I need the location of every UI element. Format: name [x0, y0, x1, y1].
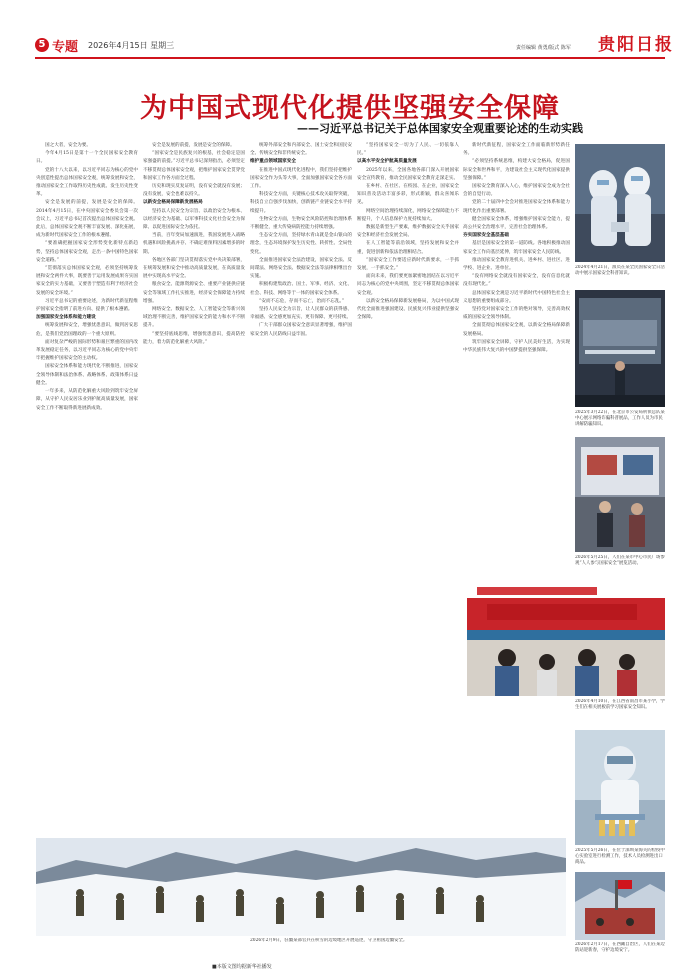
- section-label: 专题: [52, 40, 79, 55]
- article-paragraph: 基层是国家安全的第一道防线。各地积极推动国家安全工作向基层延伸，筑牢国家安全人民防线。: [463, 241, 570, 255]
- article-paragraph: 国之大者，安全为要。: [45, 143, 91, 148]
- photo-caption: 2026年4月10日，在江西省南昌市某小学，学生们在相关展板前学习国家安全知识。: [575, 699, 665, 710]
- article-paragraph: 一年多来，从防范化解重大风险到筑牢安全屏障，从守护人民安居乐业到护航高质量发展，国家安全工作不断取得新进展新成效。: [36, 389, 138, 411]
- article-paragraph: 坚持人民安全为宗旨，让人民群众的获得感、幸福感、安全感更加充实、更有保障、更可持续。: [250, 307, 352, 321]
- article-paragraph: 数据是新型生产要素，维护数据安全关乎国家安全和经济社会发展全局。: [357, 225, 459, 239]
- article-paragraph: “坚持国家安全一切为了人民、一切依靠人民。”: [357, 143, 459, 157]
- article-paragraph: 加强国家安全体系和能力建设: [36, 315, 96, 321]
- article-paragraph: “要坚持底线思维，增强忧患意识，提高防控能力，着力防范化解重大风险。”: [143, 331, 245, 345]
- article-paragraph: “国家安全工作要适应新时代新要求，一手抓发展，一手抓安全。”: [357, 257, 459, 272]
- article-paragraph: 面对复杂严峻的国际形势和艰巨繁重的国内改革发展稳定任务，以习近平同志为核心的党中央牢牢把握维护国家安全的主动权。: [36, 339, 138, 362]
- article-paragraph: “国家安全是民族复兴的根基，社会稳定是国家强盛的前提。”习近平总书记深刻指出，必须坚定不移贯彻总体国家安全观，把维护国家安全贯穿党和国家工作各方面全过程。: [143, 151, 245, 181]
- article-paragraph: 以高水平安全护航高质量发展: [357, 159, 417, 165]
- article-paragraph: 全面推进国家安全法治建设，国家安全法、反间谍法、网络安全法、数据安全法等法律相继出台实施。: [250, 257, 352, 280]
- article-paragraph: “要准确把握国家安全形势变化新特点新趋势，坚持总体国家安全观，走出一条中国特色国家安全道路。”: [36, 241, 138, 263]
- photo-snow-patrol: [36, 838, 566, 936]
- issue-date: 2026年4月15日 星期三: [88, 41, 175, 50]
- article-paragraph: 各地区各部门坚决贯彻落实党中央决策部署，在统筹发展和安全中推动高质量发展，在高质量发展中实现高水平安全。: [143, 257, 245, 280]
- article-paragraph: 生态安全方面，坚持绿水青山就是金山银山的理念，生态环境保护发生历史性、转折性、全局性变化。: [250, 233, 352, 255]
- article-paragraph: 习近平总书记的重要论述，为新时代新征程维护国家安全指明了前进方向、提供了根本遵循。: [36, 298, 138, 313]
- article-paragraph: 粮食安全、能源资源安全、重要产业链供应链安全等领域工作扎实推进，经济安全保障能力持续增强。: [143, 282, 245, 304]
- article-paragraph: 以新安全格局保障新发展格局: [143, 200, 203, 206]
- photo-lab-test: [575, 730, 665, 845]
- article-column-1: [36, 142, 138, 832]
- photo-caption: 2025年5月26日，在位于深圳某海关的检疫中心实验室进行检测工作，技术人员检测进出口商品。: [575, 848, 665, 865]
- article-paragraph: 生物安全方面，生物安全风险防控和治理体系不断健全，重大传染病防控能力持续增强。: [250, 216, 352, 231]
- article-paragraph: 在乡村、在社区、在校园、在企业，国家安全知识普及活动丰富多彩，形式新颖，群众喜闻乐见。: [357, 184, 459, 206]
- article-paragraph: 总体国家安全观是习近平新时代中国特色社会主义思想的重要组成部分。: [463, 290, 570, 304]
- page-footer-note: ■本版文图均据新华社播发: [212, 964, 272, 970]
- article-paragraph: 新时代新征程，国家安全工作面临新形势新任务。: [463, 143, 570, 157]
- article-paragraph: 健全国家安全体系，增强维护国家安全能力，提高公共安全治理水平，完善社会治理体系。: [463, 216, 570, 231]
- article-paragraph: 2025年以来，全国各地各部门深入开展国家安全宣传教育，推动全民国家安全教育走深走实。: [357, 167, 459, 181]
- article-paragraph: 广大干部群众国家安全意识显著增强，维护国家安全的人民防线日益牢固。: [250, 323, 352, 337]
- article-paragraph: 网络安全、数据安全、人工智能安全等新兴领域治理不断完善，维护国家安全的能力和水平不断提升。: [143, 307, 245, 329]
- article-paragraph: “没有网络安全就没有国家安全，没有信息化就没有现代化。”: [463, 274, 570, 288]
- photo-antifraud-center: [575, 290, 665, 407]
- page-number-badge: 5: [35, 38, 49, 52]
- photo-caption: 2026年2月9日，驻疆某部官兵在积雪的边境地区开展巡逻，守卫祖国边疆安全。: [250, 938, 408, 943]
- article-paragraph: 当前，百年变局加速演进，我国发展进入战略机遇和风险挑战并存、不确定难预料因素增多的时期。: [143, 233, 245, 255]
- article-paragraph: 积极构建集政治、国土、军事、经济、文化、社会、科技、网络等于一体的国家安全体系。: [250, 282, 352, 296]
- photo-caption: 2026年5月25日，人们在某市中心市民广场参观“人人参与国家安全”展览活动。: [575, 555, 665, 566]
- photo-border-outpost: [575, 872, 665, 940]
- article-paragraph: 统筹发展和安全，增强忧患意识，做到居安思危，是我们党治国理政的一个重大原则。: [36, 323, 138, 337]
- article-paragraph: 安全是发展的前提，发展是安全的保障。2014年4月15日，在中央国家安全委员会第一次会议上，习近平总书记首次提出总体国家安全观。此后，总体国家安全观不断丰富发展、深化拓展，成为新时代国家安全工作的根本遵循。: [36, 200, 138, 239]
- page-header: [0, 0, 700, 56]
- photo-caption: 2024年4月21日，演员在某全民国家安全日活动中展示国家安全科普知识。: [575, 265, 665, 276]
- headline: 为中国式现代化提供坚强安全保障: [140, 93, 560, 124]
- article-paragraph: 筑牢国家安全屏障，守护人民美好生活，为实现中华民族伟大复兴的中国梦提供坚强保障。: [463, 339, 570, 354]
- article-paragraph: 以新安全格局保障新发展格局，为以中国式现代化全面推进强国建设、民族复兴伟业提供坚强安全保障。: [357, 298, 459, 321]
- article-paragraph: 推动国家安全教育进机关、进乡村、进社区、进学校、进企业、进单位。: [463, 257, 570, 272]
- article-paragraph: 在推进中国式现代化进程中，我们坚持把维护国家安全作为头等大事，全面加强国家安全各方面工作。: [250, 167, 352, 190]
- article-paragraph: 党的二十届四中全会对推进国家安全体系和能力现代化作出重要部署。: [463, 200, 570, 214]
- article-paragraph: 统筹外部安全和内部安全、国土安全和国民安全、传统安全和非传统安全。: [250, 143, 352, 157]
- article-paragraph: 维护重点领域国家安全: [250, 159, 296, 165]
- article-paragraph: 历史和现实反复证明，没有安全就没有发展；没有发展，安全也难以持久。: [143, 184, 245, 198]
- article-paragraph: 夯实国家安全基层基础: [463, 233, 509, 239]
- article-column-2: [143, 142, 245, 832]
- article-paragraph: “必须坚持系统思维，构建大安全格局，促进国际安全和世界和平，为建设社会主义现代化国家提供坚强保障。”: [463, 159, 570, 181]
- article-paragraph: 在人工智能等前沿领域，坚持发展和安全并重，促进创新和依法治理相结合。: [357, 241, 459, 255]
- article-paragraph: 坚持以人民安全为宗旨、以政治安全为根本、以经济安全为基础、以军事科技文化社会安全为保障、以促进国际安全为依托。: [143, 208, 245, 231]
- article-paragraph: 国家安全教育深入人心，维护国家安全成为全社会的自觉行动。: [463, 184, 570, 198]
- article-column-5: [463, 142, 570, 957]
- article-paragraph: 安全是发展的前提，发展是安全的保障。: [152, 143, 235, 148]
- photo-lab-workers: [575, 144, 665, 262]
- article-paragraph: 坚持党对国家安全工作的绝对领导，完善高效权威的国家安全领导体制。: [463, 307, 570, 321]
- article-column-4: [357, 142, 459, 822]
- photo-caption: 2026年2月17日，在西藏自治区，人们在某边防站迎新春，守护边境安宁。: [575, 942, 665, 953]
- header-rule: [35, 57, 665, 59]
- photo-caption: 2025年3月22日，在北京市公安局刑侦总队某中心展示网络诈骗科普展品，工作人员为市民讲解防骗知识。: [575, 410, 665, 427]
- article-paragraph: 网络空间治理持续深化，网络安全保障能力不断提升，个人信息保护力度持续加大。: [357, 208, 459, 222]
- photo-students-board: [467, 584, 665, 696]
- editor-credits: 责任编辑 黄勇/版式 陈军: [516, 45, 571, 51]
- article-paragraph: 党的十八大以来，以习近平同志为核心的党中央创造性提出总体国家安全观，统筹发展和安全，推动国家安全工作取得历史性成就、发生历史性变革。: [36, 167, 138, 198]
- subheadline: ——习近平总书记关于总体国家安全观重要论述的生动实践: [297, 122, 583, 135]
- article-paragraph: 科技安全方面，关键核心技术攻关取得突破，科技自立自强步伐加快，创新链产业链安全水平持续提升。: [250, 192, 352, 214]
- article-paragraph: 面向未来，我们要更加紧密地团结在以习近平同志为核心的党中央周围，坚定不移贯彻总体国家安全观。: [357, 274, 459, 296]
- article-column-3: [250, 142, 352, 822]
- article-paragraph: 今年4月15日是第十一个全民国家安全教育日。: [36, 151, 138, 165]
- article-paragraph: 全面贯彻总体国家安全观，以新安全格局保障新发展格局。: [463, 323, 570, 337]
- article-paragraph: 国家安全体系和能力现代化不断推进，国家安全领导体制和法治体系、战略体系、政策体系日益健全。: [36, 364, 138, 386]
- newspaper-logo: 贵阳日报: [598, 35, 674, 55]
- article-paragraph: “安而不忘危，存而不忘亡，治而不忘乱。”: [259, 298, 345, 304]
- photo-exhibition: [575, 437, 665, 552]
- article-paragraph: “贯彻落实总体国家安全观，必须坚持统筹发展和安全两件大事，既要善于运用发展成果夯实国家安全的实力基础，又要善于塑造有利于经济社会发展的安全环境。”: [36, 266, 138, 296]
